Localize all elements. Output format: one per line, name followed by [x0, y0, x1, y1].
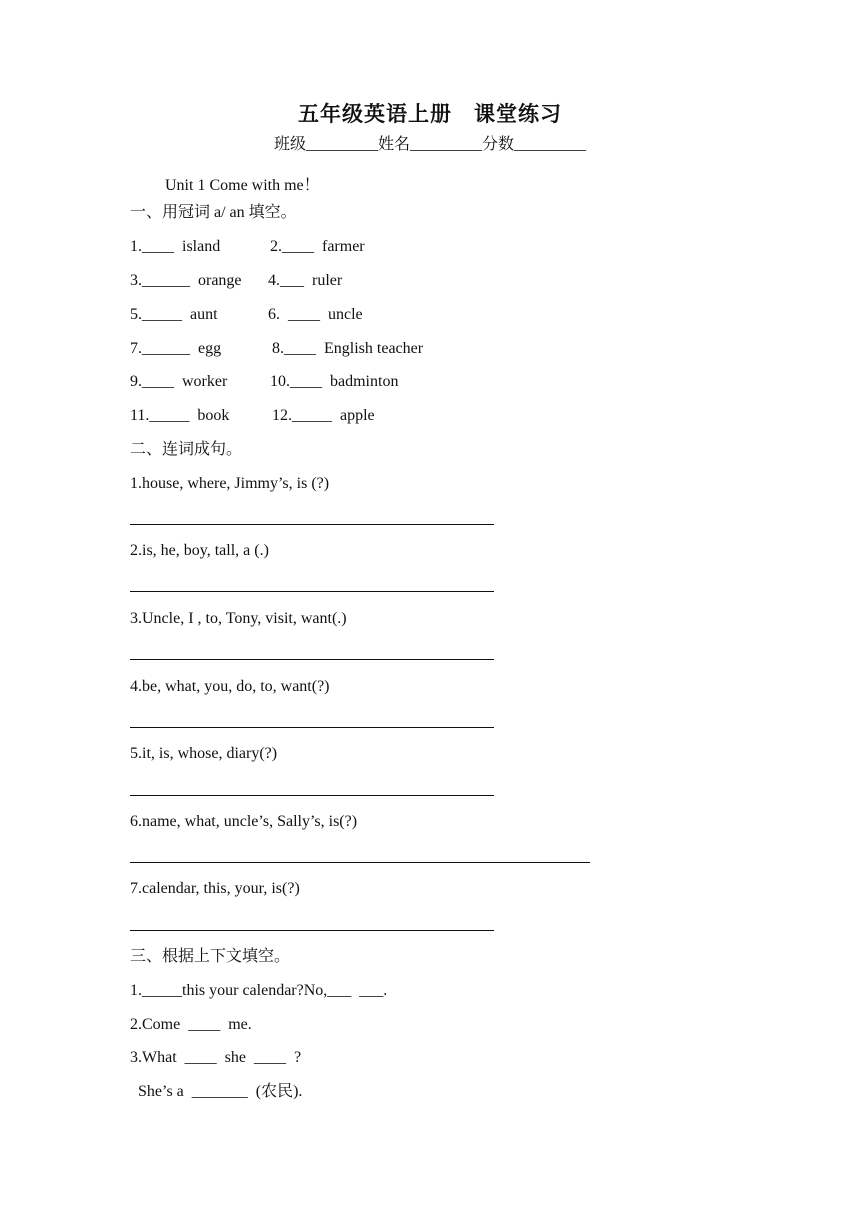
answer-line-7[interactable]	[130, 930, 494, 931]
sentence-item-5: 5.it, is, whose, diary(?)	[130, 745, 278, 762]
article-item-11: 11._____ book	[130, 407, 230, 424]
context-item-1: 1._____this your calendar?No,___ ___.	[130, 982, 388, 999]
context-item-2: 2.Come ____ me.	[130, 1016, 252, 1033]
article-item-6: 6. ____ uncle	[268, 306, 363, 323]
answer-line-4[interactable]	[130, 727, 494, 728]
sentence-item-7: 7.calendar, this, your, is(?)	[130, 880, 300, 897]
context-item-3: 3.What ____ she ____ ?	[130, 1049, 302, 1066]
student-info-line: 班级_________姓名_________分数_________	[273, 136, 586, 153]
context-item-3-answer: She’s a _______ (农民).	[130, 1083, 303, 1100]
answer-line-5[interactable]	[130, 795, 494, 796]
answer-line-2[interactable]	[130, 591, 494, 592]
article-item-10: 10.____ badminton	[270, 373, 399, 390]
section2-heading: 二、连词成句。	[130, 441, 243, 458]
article-item-2: 2.____ farmer	[270, 238, 365, 255]
article-item-3: 3.______ orange	[130, 272, 242, 289]
section1-heading: 一、用冠词 a/ an 填空。	[130, 204, 297, 221]
article-item-9: 9.____ worker	[130, 373, 228, 390]
answer-line-6[interactable]	[130, 862, 590, 863]
section3-heading: 三、根据上下文填空。	[130, 948, 291, 965]
answer-line-3[interactable]	[130, 659, 494, 660]
sentence-item-4: 4.be, what, you, do, to, want(?)	[130, 678, 330, 695]
unit-title: Unit 1 Come with me！	[165, 177, 320, 194]
page-title: 五年级英语上册 课堂练习	[298, 102, 562, 126]
sentence-item-2: 2.is, he, boy, tall, a (.)	[130, 542, 269, 559]
article-item-4: 4.___ ruler	[268, 272, 343, 289]
article-item-8: 8.____ English teacher	[272, 340, 424, 357]
sentence-item-1: 1.house, where, Jimmy’s, is (?)	[130, 475, 330, 492]
sentence-item-3: 3.Uncle, I , to, Tony, visit, want(.)	[130, 610, 347, 627]
sentence-item-6: 6.name, what, uncle’s, Sally’s, is(?)	[130, 813, 358, 830]
article-item-1: 1.____ island	[130, 238, 221, 255]
answer-line-1[interactable]	[130, 524, 494, 525]
article-item-12: 12._____ apple	[272, 407, 375, 424]
article-item-5: 5._____ aunt	[130, 306, 218, 323]
article-item-7: 7.______ egg	[130, 340, 222, 357]
